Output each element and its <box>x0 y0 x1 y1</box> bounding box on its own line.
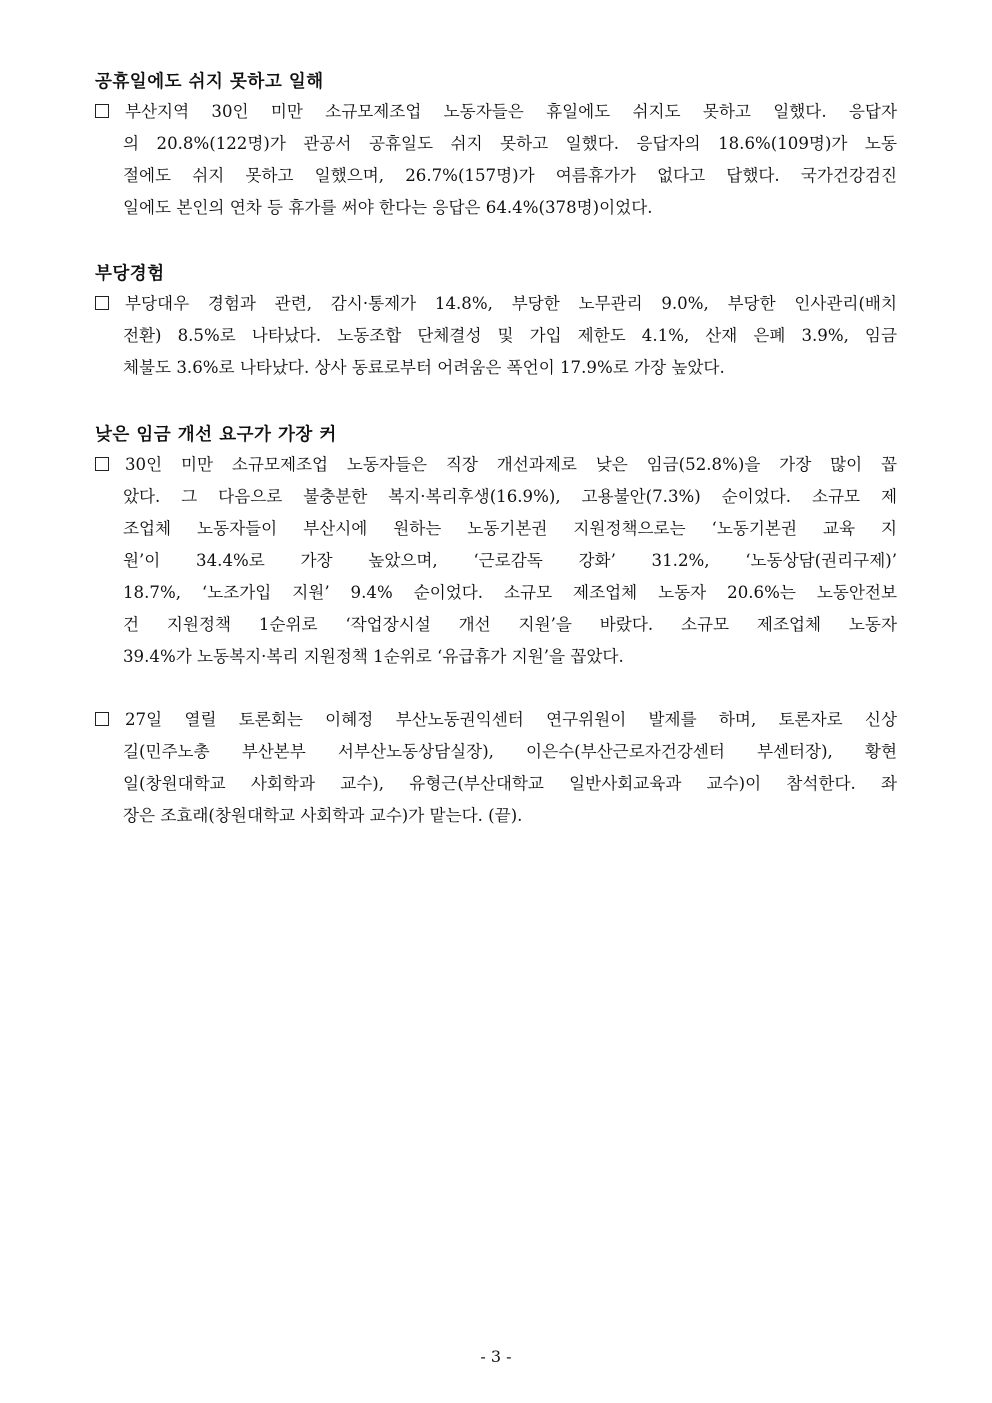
bullet-paragraph <box>95 453 897 673</box>
bullet-paragraph <box>95 100 897 220</box>
paragraph-line: 았다. 그 다음으로 불충분한 복지·복리후생(16.9%), 고용불안(7.3%) 순이었다. 소규모 제 <box>123 487 897 506</box>
section-heading: 낮은 임금 개선 요구가 가장 커 <box>95 425 337 445</box>
paragraph-line: 27일 열릴 토론회는 이혜정 부산노동권익센터 연구위원이 발제를 하며, 토론자로 신상 <box>125 710 897 729</box>
paragraph-line: 18.7%, ‘노조가입 지원’ 9.4% 순이었다. 소규모 제조업체 노동자 20.6%는 노동안전보 <box>123 583 897 602</box>
paragraph-line: 30인 미만 소규모제조업 노동자들은 직장 개선과제로 낮은 임금(52.8%)을 가장 많이 꼽 <box>125 455 897 474</box>
paragraph-line: 길(민주노총 부산본부 서부산노동상담실장), 이은수(부산근로자건강센터 부센터장), 황현 <box>123 742 897 761</box>
paragraph-line: 절에도 쉬지 못하고 일했으며, 26.7%(157명)가 여름휴가가 없다고 답했다. 국가건강검진 <box>123 166 897 185</box>
checkbox-square-icon <box>95 104 109 118</box>
bullet-paragraph <box>95 292 897 382</box>
paragraph-line: 원’이 34.4%로 가장 높았으며, ‘근로감독 강화’ 31.2%, ‘노동상담(권리구제)’ <box>123 551 897 570</box>
paragraph-line: 전환) 8.5%로 나타났다. 노동조합 단체결성 및 가입 제한도 4.1%, 산재 은폐 3.9%, 임금 <box>123 326 897 345</box>
paragraph-line: 의 20.8%(122명)가 관공서 공휴일도 쉬지 못하고 일했다. 응답자의 18.6%(109명)가 노동 <box>123 134 897 153</box>
section-heading: 부당경험 <box>95 264 165 284</box>
paragraph-line: 일(창원대학교 사회학과 교수), 유형근(부산대학교 일반사회교육과 교수)이 참석한다. 좌 <box>123 774 897 793</box>
paragraph-line: 장은 조효래(창원대학교 사회학과 교수)가 맡는다. (끝). <box>123 806 523 825</box>
checkbox-square-icon <box>95 457 109 471</box>
paragraph-line: 부당대우 경험과 관련, 감시·통제가 14.8%, 부당한 노무관리 9.0%, 부당한 인사관리(배치 <box>125 294 897 313</box>
bullet-paragraph <box>95 708 897 833</box>
paragraph-line: 부산지역 30인 미만 소규모제조업 노동자들은 휴일에도 쉬지도 못하고 일했다. 응답자 <box>125 102 897 121</box>
paragraph-line: 일에도 본인의 연차 등 휴가를 써야 한다는 응답은 64.4%(378명)이었다. <box>123 198 653 217</box>
page-number: - 3 - <box>480 1347 512 1366</box>
section-heading: 공휴일에도 쉬지 못하고 일해 <box>95 72 324 92</box>
checkbox-square-icon <box>95 296 109 310</box>
paragraph-line: 건 지원정책 1순위로 ‘작업장시설 개선 지원’을 바랐다. 소규모 제조업체 노동자 <box>123 615 897 634</box>
checkbox-square-icon <box>95 712 109 726</box>
paragraph-line: 조업체 노동자들이 부산시에 원하는 노동기본권 지원정책으로는 ‘노동기본권 교육 지 <box>123 519 897 538</box>
paragraph-line: 체불도 3.6%로 나타났다. 상사 동료로부터 어려움은 폭언이 17.9%로 가장 높았다. <box>123 358 725 377</box>
paragraph-line: 39.4%가 노동복지·복리 지원정책 1순위로 ‘유급휴가 지원’을 꼽았다. <box>123 647 624 666</box>
